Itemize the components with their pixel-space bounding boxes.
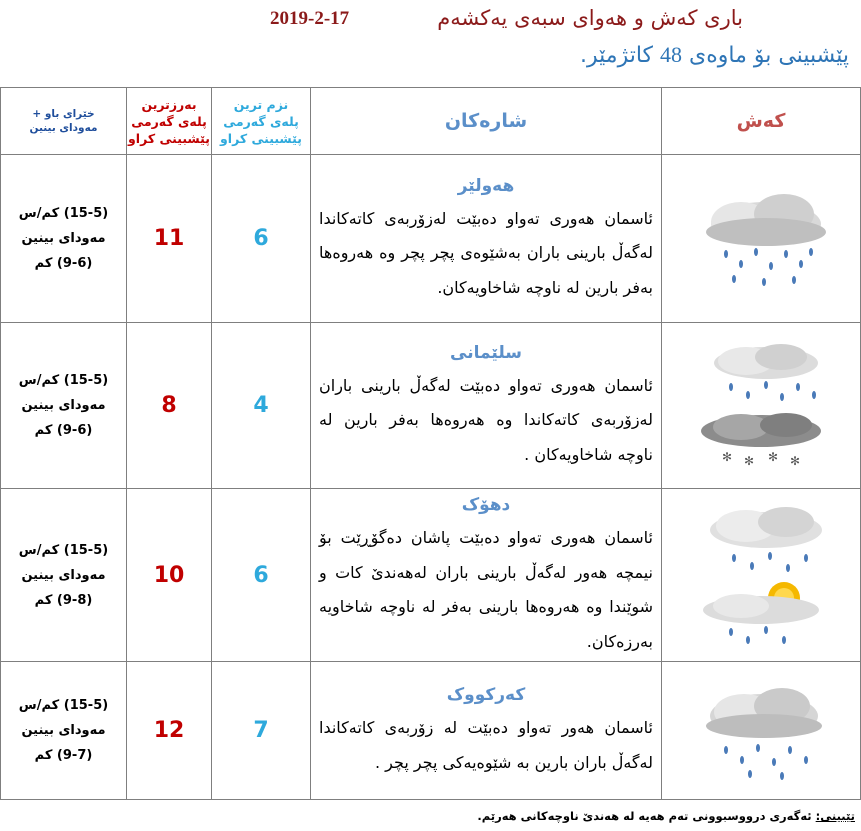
weather-icon-cell [662,662,861,800]
svg-text:✻: ✻ [768,449,779,464]
sun-rain-cloud-icon [686,580,836,650]
header-min-line3: پێشبینی کراو [220,130,302,146]
header-min-line2: پلەی گەرمی [223,113,299,129]
city-description-cell [311,155,662,323]
wind-speed: (15-5) کم/س [18,542,109,558]
wind-visibility-cell [1,323,127,489]
weather-icon-cell [662,155,861,323]
city-row [1,155,861,323]
weather-icon-cell [662,489,861,662]
min-temp: 6 [212,489,311,662]
weather-description: ئاسمان هەوری تەواو دەبێت پاشان دەگۆڕێت بۆ نیمچە هەور لەگەڵ بارینی باران لەهەندێ کات و شوێندا وە هەروەها بارینی بەفر لە ناوچە شاخاویە بەرزەکان. [319,528,653,651]
svg-text:✻: ✻ [722,449,733,464]
visibility-label: مەودای بینین [21,723,106,738]
wind-visibility-cell [1,489,127,662]
visibility-value: (9-6) کم [34,423,93,438]
footnote-text: ئەگەری درووسبوونی تەم هەیە لە هەندێ ناوچەکانی هەرێم. [477,809,812,823]
max-temp: 11 [127,155,212,323]
subtitle-hours: 48 [660,42,683,67]
visibility-value: (9-8) کم [34,592,93,608]
wind-visibility-cell [1,662,127,800]
visibility-value: (9-7) کم [34,748,93,763]
footnote-label: تێبینی: [815,809,855,823]
header-max-line1: بەرزترین [141,96,197,112]
header-max-line2: پلەی گەرمی [131,113,207,129]
max-temp: 10 [127,489,212,662]
wind-speed: (15-5) کم/س [18,698,109,713]
city-description-cell [311,489,662,662]
city-name: سلێمانی [450,342,522,363]
city-description-cell [311,323,662,489]
city-description-cell [311,662,662,800]
weather-description: ئاسمان هەوری تەواو دەبێت لەزۆربەی کاتەکاندا لەگەڵ بارینی باران بەشێوەی پچر پچر وە هەروەها بەفر بارین لە ناوچە شاخاویەکان. [319,208,653,297]
subtitle-bar [0,42,861,72]
header-max-temp [127,88,212,155]
header-weather: کەش [662,88,861,155]
min-temp: 7 [212,662,311,800]
svg-text:✻: ✻ [744,453,755,468]
max-temp: 12 [127,662,212,800]
weather-description: ئاسمان هەوری تەواو دەبێت لەگەڵ بارینی باران لەزۆربەی کاتەکاندا وە هەروەها بەفر بارین لە ناوچە شاخاویەکان . [319,375,653,464]
title-bar [0,6,861,34]
header-wind [1,88,127,155]
subtitle-unit: کاتژمێر. [580,43,654,68]
header-max-line3: پێشبینی کراو [128,130,210,146]
header-wind-line2: مەودای بینین [29,122,98,134]
city-name: هەولێر [457,175,515,196]
header-wind-line1: خێرای باو + [32,108,95,120]
min-temp: 6 [212,155,311,323]
city-name: دهۆک [461,495,511,515]
footnote [477,809,855,823]
snow-cloud-icon [686,411,836,473]
page-title: باری کەش و هەوای سبەی یەکشەم [437,6,743,30]
wind-speed: (15-5) کم/س [18,206,109,221]
rain-cloud-icon [686,500,836,580]
visibility-label: مەودای بینین [21,398,106,413]
visibility-label: مەودای بینین [21,231,106,246]
subtitle-text: پێشبینی بۆ ماوەی [689,43,849,68]
svg-text:✻: ✻ [790,453,801,468]
city-name: کەرکووک [446,685,526,705]
wind-speed: (15-5) کم/س [18,373,109,388]
visibility-label: مەودای بینین [21,567,106,583]
weather-description: ئاسمان هەور تەواو دەبێت لە زۆربەی کاتەکاندا لەگەڵ باران بارین بە شێوەیەکی پچر پچر . [319,718,653,772]
header-min-line1: نزم ترین [233,96,289,112]
forecast-table [0,87,861,800]
header-min-temp [212,88,311,155]
wind-visibility-cell [1,155,127,323]
min-temp: 4 [212,323,311,489]
max-temp: 8 [127,323,212,489]
city-row [1,489,861,662]
forecast-date: 2019-2-17 [270,8,350,29]
rain-cloud-icon [686,339,836,411]
weather-icon-cell [662,323,861,489]
rain-cloud-icon [686,184,836,294]
header-cities: شارەکان [311,88,662,155]
city-row [1,323,861,489]
city-row [1,662,861,800]
header-row [1,88,861,155]
visibility-value: (9-6) کم [34,256,93,271]
page-subtitle [580,42,849,68]
rain-cloud-icon [686,678,836,783]
